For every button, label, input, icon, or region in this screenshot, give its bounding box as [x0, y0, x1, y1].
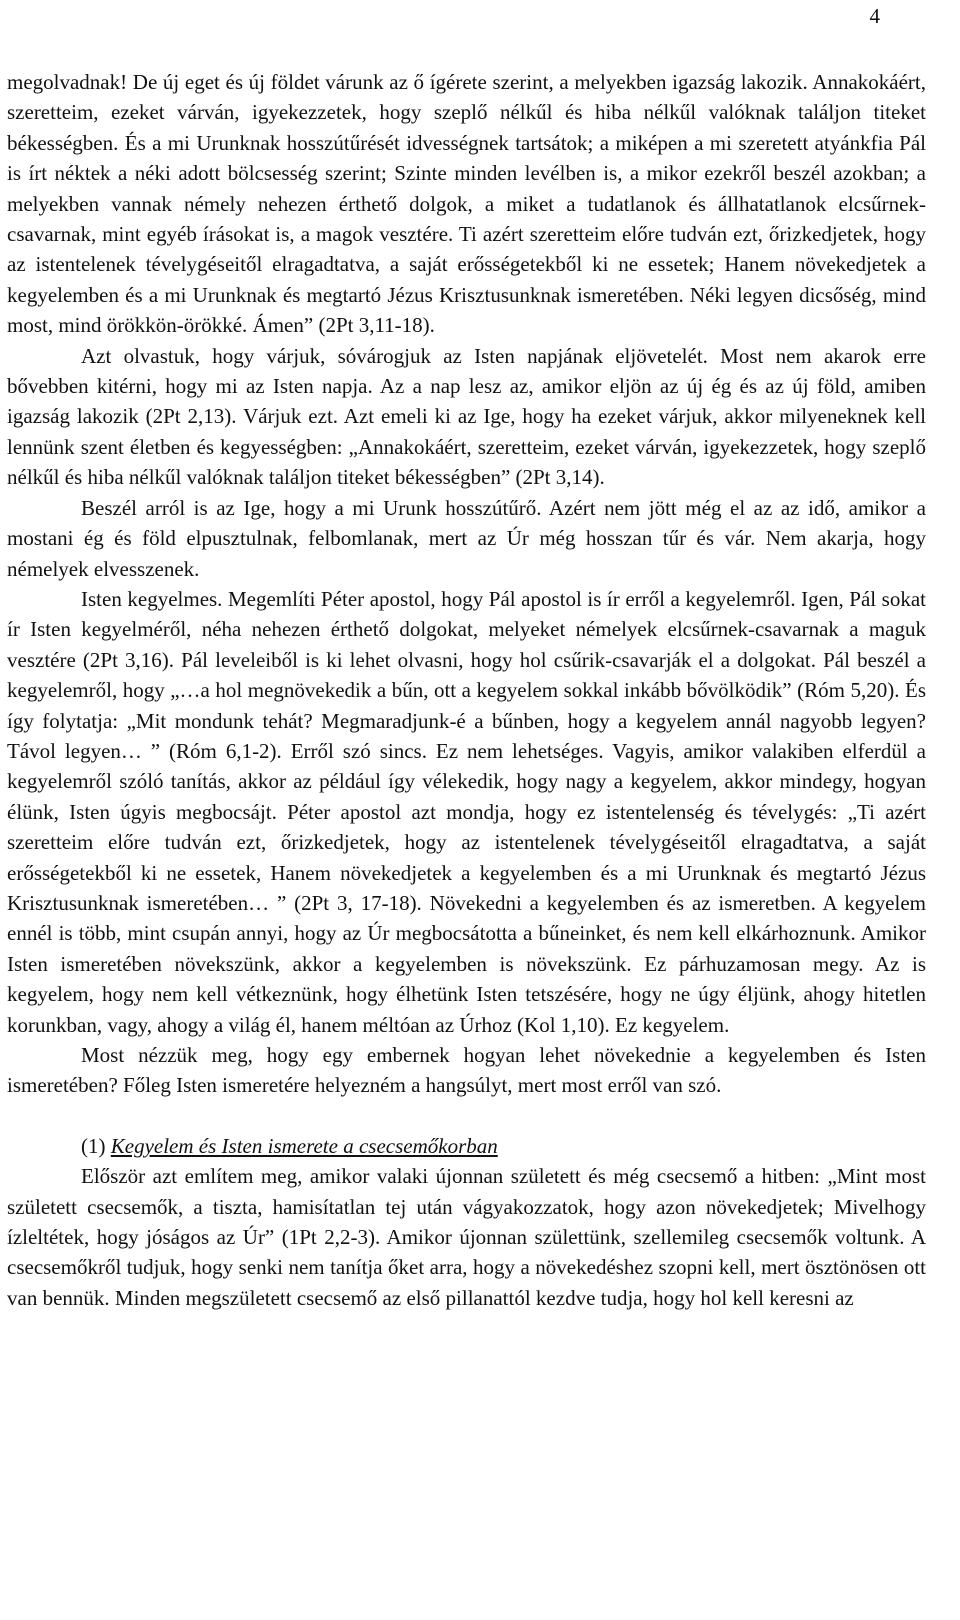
paragraph-4: Isten kegyelmes. Megemlíti Péter apostol, hogy Pál apostol is ír erről a kegyelemről. Igen, Pál sokat ír Isten kegyelméről, néha nehezen érthető dolgokat, melyeket némelyek elcsűrnek-csavarnak a maguk vesztére (2Pt 3,16). Pál leveleiből is ki lehet olvasni, hogy hol csűrik-csavarják el a dolgokat. Pál beszél a kegyelemről, hogy „…a hol megnövekedik a bűn, ott a kegyelem sokkal inkább bővölködik” (Róm 5,20). És így folytatja: „Mit mondunk tehát? Megmaradjunk-é a bűnben, hogy a kegyelem annál nagyobb legyen? Távol legyen… ” (Róm 6,1-2). Erről szó sincs. Ez nem lehetséges. Vagyis, amikor valakiben elferdül a kegyelemről szóló tanítás, akkor az például így vélekedik, hogy nagy a kegyelem, akkor mindegy, hogyan élünk, Isten úgyis megbocsájt. Péter apostol azt mondja, hogy ez istentelenség és tévelygés: „Ti azért szeretteim előre tudván ezt, őrizkedjetek, hogy az istentelenek tévelygéseitől elragadtatva, a saját erősségetekből ki ne essetek, Hanem növekedjetek a kegyelemben és a mi Urunknak és megtartó Jézus Krisztusunknak ismeretében… ” (2Pt 3, 17-18). Növekedni a kegyelemben és az ismeretben. A kegyelem ennél is több, mint csupán annyi, hogy az Úr megbocsátotta a bűneinket, és nem kell elkárhoznunk. Amikor Isten ismeretében növekszünk, akkor a kegyelemben is növekszünk. Ez párhuzamosan megy. Az is kegyelem, hogy nem kell vétkeznünk, hogy élhetünk Isten tetszésére, hogy ne úgy éljünk, ahogy hitetlen korunkban, vagy, ahogy a világ él, hanem méltóan az Úrhoz (Kol 1,10). Ez kegyelem.: [7, 586, 926, 1037]
paragraph-6: Először azt említem meg, amikor valaki újonnan született és még csecsemő a hitben: „Mint most született csecsemők, a tiszta, hamisítatlan tej után vágyakozzatok, hogy azon növekedjetek; Mivelhogy ízleltétek, hogy jóságos az Úr” (1Pt 2,2-3). Amikor újonnan születtünk, szellemileg csecsemők voltunk. A csecsemőkről tudjuk, hogy senki nem tanítja őket arra, hogy a növekedéshez szopni kell, mert ösztönösen ott van bennük. Minden megszületett csecsemő az első pillanattól kezdve tudja, hogy hol kell keresni az: [7, 1164, 926, 1310]
section-title: Kegyelem és Isten ismerete a csecsemőkorban: [110, 1133, 498, 1158]
section-number: (1): [81, 1133, 106, 1158]
paragraph-5: Most nézzük meg, hogy egy embernek hogyan lehet növekednie a kegyelemben és Isten ismeretében? Főleg Isten ismeretére helyezném a hangsúlyt, mert most erről van szó.: [7, 1043, 926, 1098]
body-text: [7, 67, 926, 1313]
section-heading: [7, 1131, 926, 1161]
paragraph-3: Beszél arról is az Ige, hogy a mi Urunk hosszútűrő. Azért nem jött még el az az idő, amikor a mostani ég és föld elpusztulnak, felbomlanak, mert az Úr még hosszan tűr és vár. Nem akarja, hogy némelyek elvesszenek.: [7, 495, 926, 581]
paragraph-1: megolvadnak! De új eget és új földet várunk az ő ígérete szerint, a melyekben igazság lakozik. Annakokáért, szeretteim, ezeket várván, igyekezzetek, hogy szeplő nélkűl és hiba nélkűl valóknak találjon titeket békességben. És a mi Urunknak hosszútűrését idvességnek tartsátok; a miképen a mi szeretett atyánkfia Pál is írt néktek a néki adott bölcsesség szerint; Szinte minden levélben is, a mikor ezekről beszél azokban; a melyekben vannak némely nehezen érthető dolgok, a miket a tudatlanok és állhatatlanok elcsűrnek-csavarnak, mint egyéb írásokat is, a magok vesztére. Ti azért szeretteim előre tudván ezt, őrizkedjetek, hogy az istentelenek tévelygéseitől elragadtatva, a saját erősségetekből ki ne essetek; Hanem növekedjetek a kegyelemben és a mi Urunknak és megtartó Jézus Krisztusunknak ismeretében. Néki legyen dicsőség, mind most, mind örökkön-örökké. Ámen” (2Pt 3,11-18).: [7, 70, 926, 338]
paragraph-2: Azt olvastuk, hogy várjuk, sóvárogjuk az Isten napjának eljövetelét. Most nem akarok erre bővebben kitérni, hogy mi az Isten napja. Az a nap lesz az, amikor eljön az új ég és az új föld, amiben igazság lakozik (2Pt 2,13). Várjuk ezt. Azt emeli ki az Ige, hogy ha ezeket várjuk, akkor milyeneknek kell lennünk szent életben és kegyességben: „Annakokáért, szeretteim, ezeket várván, igyekezzetek, hogy szeplő nélkűl és hiba nélkűl valóknak találjon titeket békességben” (2Pt 3,14).: [7, 343, 926, 490]
page-number: 4: [869, 4, 880, 28]
